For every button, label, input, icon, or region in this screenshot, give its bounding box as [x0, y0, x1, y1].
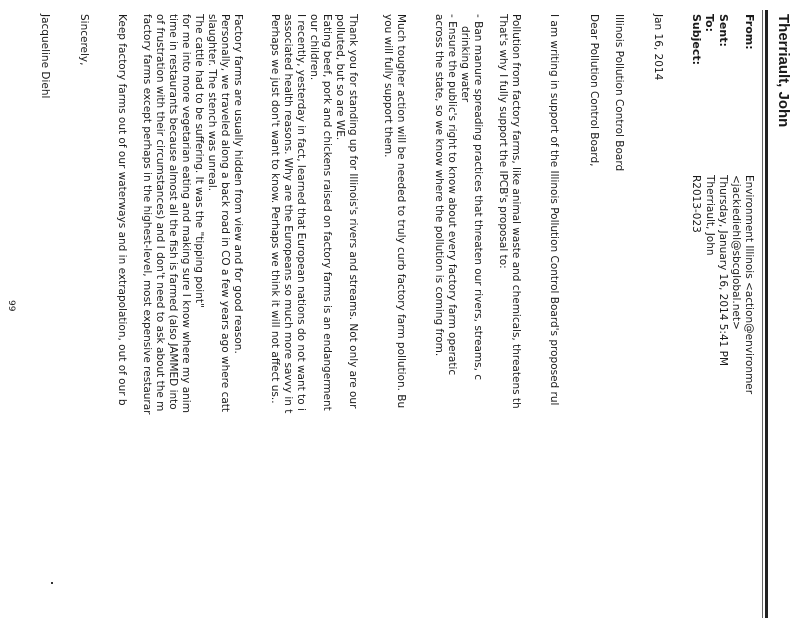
bullet-line: - Ban manure spreading practices that threaten our rivers, streams, c [472, 14, 484, 381]
paragraph-line: The cattle had to be suffering. It was the "tipping point" [193, 14, 205, 308]
paragraph-line: That's why I fully support the IPCB's proposal to: [497, 14, 509, 269]
paragraph-line: you will fully support them. [382, 14, 394, 158]
greeting: Dear Pollution Control Board, [588, 14, 600, 167]
paragraph-line: Pollution from factory farms, like animal waste and chemicals, threatens th [510, 14, 522, 409]
from-value: Environment Illinois <action@environmer [743, 175, 755, 395]
header-rule [765, 10, 768, 618]
paragraph-line: Perhaps we just don't want to know. Perhaps we think it will not affect us.. [269, 14, 281, 404]
bullet-line: across the state, so we know where the pollution is coming from. [433, 14, 445, 357]
document-title: Therriault, John [775, 14, 792, 128]
paragraph-line: I recently, yesterday in fact, learned that European nations do not want to i [295, 14, 307, 411]
paragraph-line: Thank you for standing up for Illinois's rivers and streams. Not only are our [347, 14, 359, 409]
from-label: From: [743, 14, 756, 50]
paragraph-line: associated health reasons. Why are the Europeans so much more savvy in t [282, 14, 294, 414]
paragraph-line: of frustration with their circumstances) and I don't need to ask about the m [154, 14, 166, 412]
paragraph-line: for me into more vegetarian eating and making sure I know where my anim [180, 14, 192, 413]
paragraph-line: Personally, we traveled along a back road in CO a few years ago where catt [219, 14, 231, 413]
paragraph-line: Eating beef, pork and chickens raised on factory farms is an endangerment [321, 14, 333, 411]
subject-value: R2013-023 [690, 175, 702, 233]
sent-value: Thursday, January 16, 2014 5:41 PM [717, 175, 729, 367]
to-value: Therriault, John [704, 175, 716, 256]
paragraph-line: polluted, but so are WE. [334, 14, 346, 141]
paragraph-line: our children. [308, 14, 320, 81]
signature-name: Jacqueline Diehl [39, 14, 51, 99]
from-email: <jackiediehl@sbcglobal.net> [730, 175, 742, 330]
subject-label: Subject: [690, 14, 703, 66]
bullet-line: drinking water [459, 26, 471, 103]
paragraph-line: factory farms except perhaps in the highest-level, most expensive restaurar [141, 14, 153, 415]
paragraph-line: Keep factory farms out of our waterways and in extrapolation, out of our b [116, 14, 128, 406]
intro-paragraph: I am writing in support of the Illinois Pollution Control Board's proposed rul [548, 14, 560, 406]
paragraph-line: time in restaurants because almost all the fish is farmed (also JAMMED into [167, 14, 179, 410]
paragraph-line: Factory farms are usually hidden from view and for good reason. [232, 14, 244, 354]
sent-label: Sent: [717, 14, 730, 47]
bullet-line: - Ensure the public's right to know about every factory farm operatic [446, 14, 458, 376]
paragraph-line: Much tougher action will be needed to truly curb factory farm pollution. Bu [395, 14, 407, 409]
page-number: 99 [6, 300, 16, 312]
paragraph-line: slaughter. The stench was unreal. [206, 14, 218, 192]
header-rule-thin [762, 10, 763, 618]
to-label: To: [703, 14, 716, 32]
scan-speck [51, 582, 53, 584]
recipient-line: Illinois Pollution Control Board [613, 14, 625, 172]
closing: Sincerely, [78, 14, 90, 66]
letter-date: Jan 16, 2014 [652, 14, 664, 81]
